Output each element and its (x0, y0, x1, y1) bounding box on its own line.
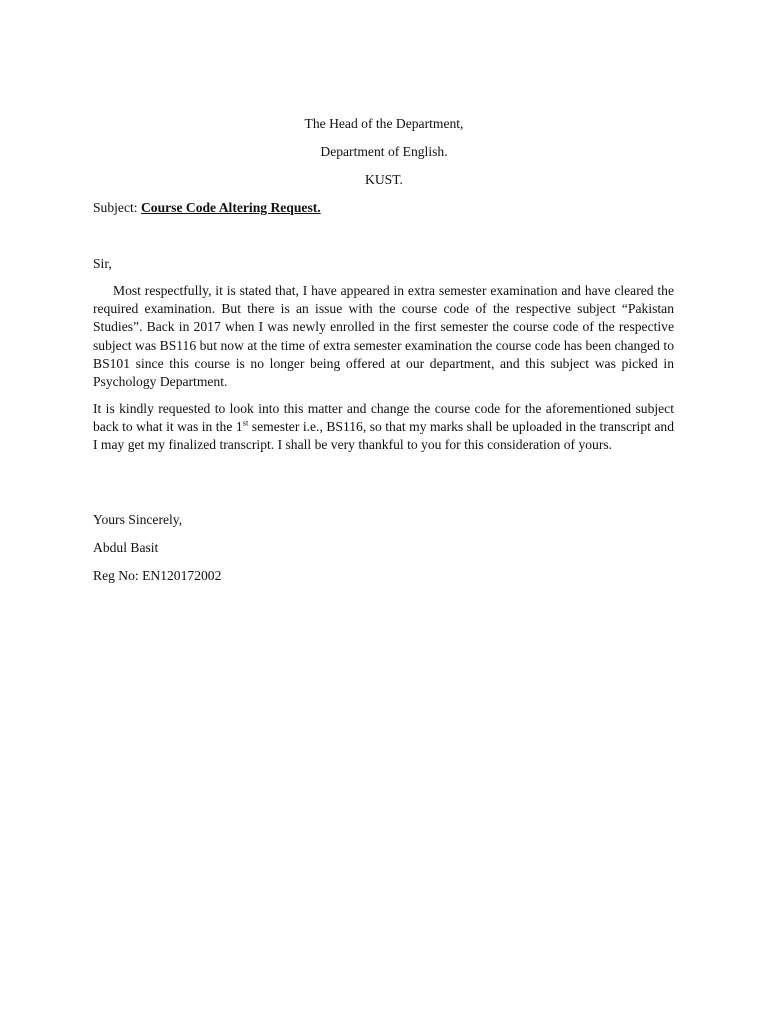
body-paragraph-1-text: Most respectfully, it is stated that, I have appeared in extra semester examination and have cleared the required examination. But there is an issue with the course code of the respective subject “Pakistan Studies”. Back in 2017 when I was newly enrolled in the first semester the course code of the respective subject was BS116 but now at the time of extra semester examination the course code has been changed to BS101 since this course is no longer being offered at our department, and this subject was picked in Psychology Department. (93, 283, 674, 390)
closing-sign-off: Yours Sincerely, (93, 512, 183, 527)
recipient-line-1: The Head of the Department, (304, 116, 464, 131)
salutation: Sir, (93, 256, 112, 271)
body-paragraph-2 (93, 400, 674, 455)
subject-label: Subject: (93, 200, 141, 215)
closing-name: Abdul Basit (93, 540, 159, 555)
body-paragraph-1 (93, 282, 674, 391)
subject-line (93, 199, 321, 217)
ordinal-superscript: st (242, 417, 249, 428)
body-paragraph-2-text-b: semester i.e., BS116, so that my marks shall be uploaded in the transcript and I may get my finalized transcript. I shall be very thankful to you for this consideration of yours. (93, 419, 674, 453)
body-paragraph-2-text-a: It is kindly requested to look into this matter and change the course code for the aforementioned subject back to what it was in the 1 (93, 401, 674, 435)
recipient-line-3: KUST. (365, 172, 403, 187)
closing-reg-number: Reg No: EN120172002 (93, 568, 222, 583)
subject-title: Course Code Altering Request. (140, 200, 321, 215)
recipient-line-2: Department of English. (320, 144, 448, 159)
